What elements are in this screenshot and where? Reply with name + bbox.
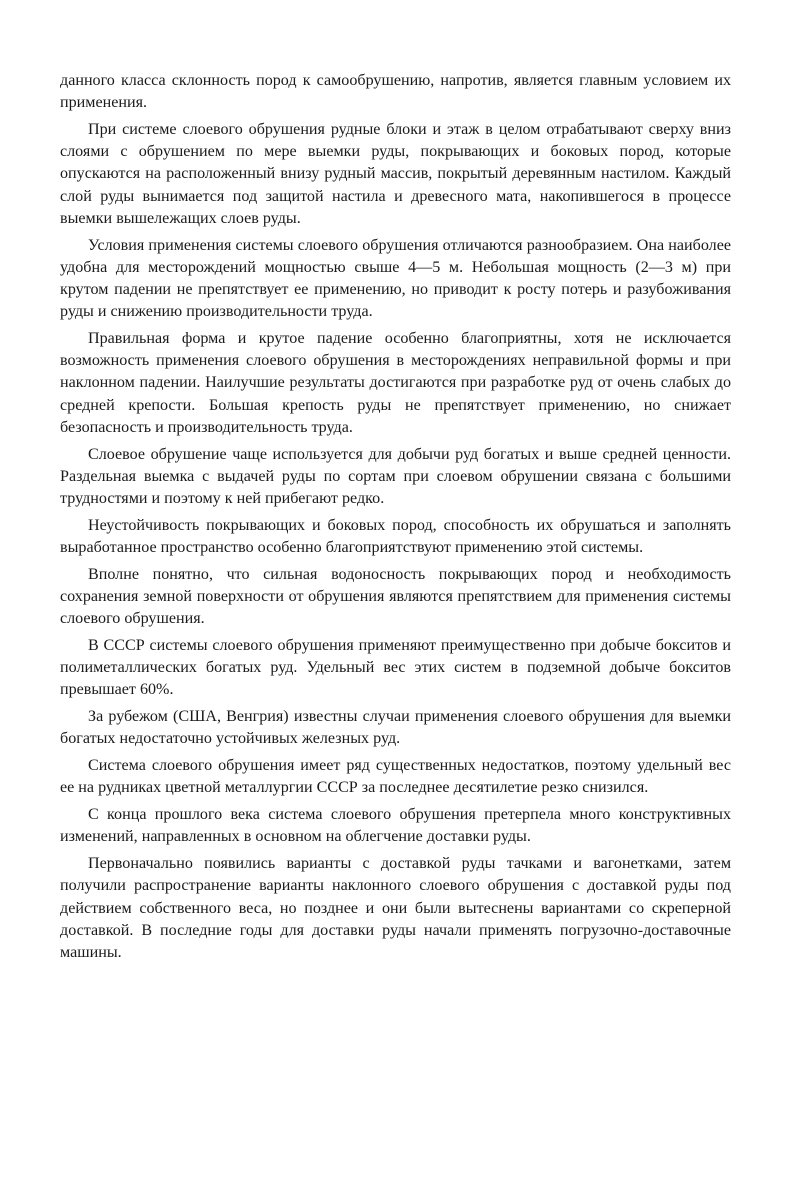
paragraph-ussr-usage: В СССР системы слоевого обрушения применяют преимущественно при добыче бокситов и полиметаллических богатых руд. Удельный вес этих систем в подземной добыче бокситов превышает 60%. (60, 637, 731, 699)
paragraph-rock-instability: Неустойчивость покрывающих и боковых пород, способность их обрушаться и заполнять выработанное пространство особенно благоприятствуют применению этой системы. (60, 516, 731, 557)
paragraph-system-description: При системе слоевого обрушения рудные блоки и этаж в целом отрабатывают сверху вниз слоями с обрушением по мере выемки руды, покрывающих и боковых пород, которые опускаются на расположенный внизу рудный массив, покрытый деревянным настилом. Каждый слой руды вынимается под защитой настила и древесного мата, накопившегося в процессе выемки вышележащих слоев руды. (60, 121, 731, 227)
paragraph-water-content: Вполне понятно, что сильная водоносность покрывающих пород и необходимость сохранения земной поверхности от обрушения являются препятствием для применения системы слоевого обрушения. (60, 565, 731, 628)
paragraph-delivery-variants: Первоначально появились варианты с доставкой руды тачками и вагонетками, затем получили распространение варианты наклонного слоевого обрушения с доставкой руды под действием собственного веса, но позднее и они были вытеснены вариантами со скреперной доставкой. В последние годы для доставки руды начали применять погрузочно-доставочные машины. (60, 855, 731, 962)
paragraph-disadvantages: Система слоевого обрушения имеет ряд существенных недостатков, поэтому удельный вес ее на рудниках цветной металлургии СССР за последнее десятилетие резко снизился. (60, 757, 731, 797)
page-text (60, 70, 731, 964)
paragraph-application-conditions: Условия применения системы слоевого обрушения отличаются разнообразием. Она наиболее удобна для месторождений мощностью свыше 4—5 м. Небольшая мощность (2—3 м) при крутом падении не препятствует ее применению, но приводит к росту потерь и разубоживания руды и снижению производительности труда. (60, 236, 731, 321)
paragraph-ore-value: Слоевое обрушение чаще используется для добычи руд богатых и выше средней ценности. Раздельная выемка с выдачей руды по сортам при слоевом обрушении связана с большими трудностями и поэтому к ней прибегают редко. (60, 445, 731, 508)
paragraph-ore-shape: Правильная форма и крутое падение особенно благоприятны, хотя не исключается возможность применения слоевого обрушения в месторождениях неправильной формы и при наклонном падении. Наилучшие результаты достигаются при разработке руд от очень слабых до средней крепости. Большая крепость руды не препятствует применению, но снижает безопасность и производительность труда. (60, 330, 731, 436)
paragraph-foreign-usage: За рубежом (США, Венгрия) известны случаи применения слоевого обрушения для выемки богатых недостаточно устойчивых железных руд. (60, 708, 731, 748)
paragraph-history: С конца прошлого века система слоевого обрушения претерпела много конструктивных изменений, направленных в основном на облегчение доставки руды. (60, 806, 731, 846)
paragraph-continuation: данного класса склонность пород к самообрушению, напротив, является главным условием их применения. (60, 72, 731, 112)
